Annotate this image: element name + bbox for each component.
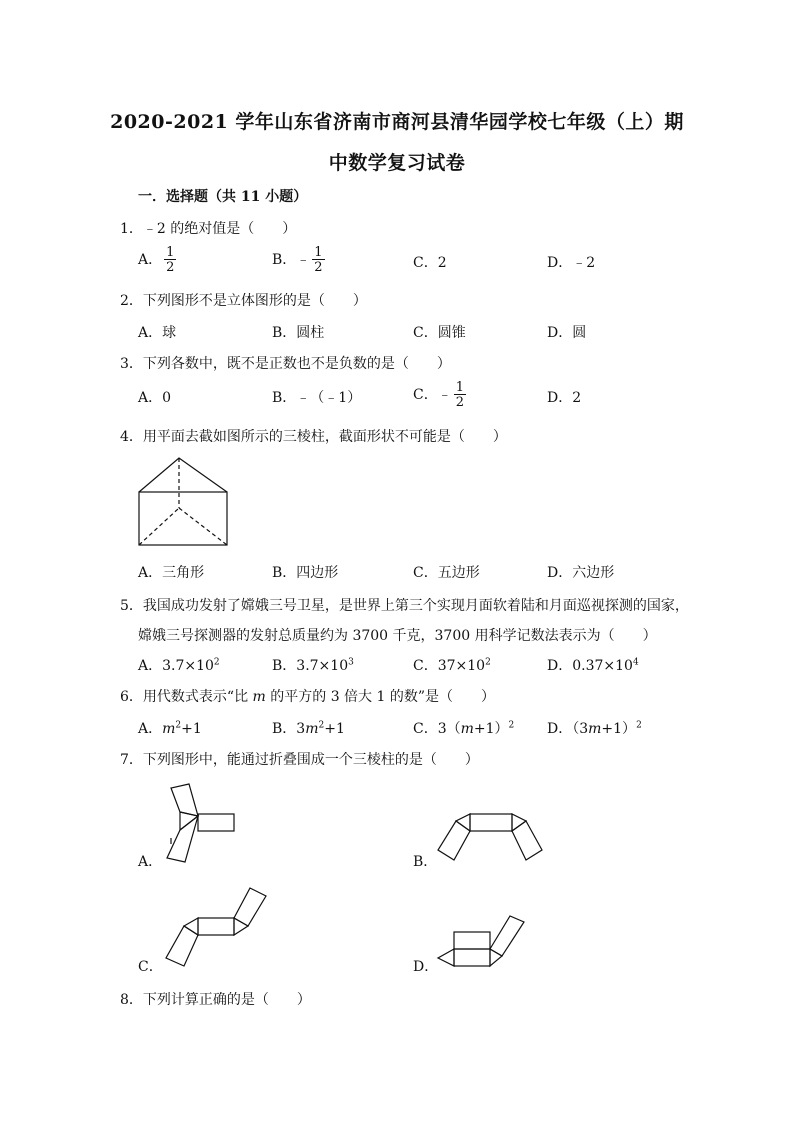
q6-option-b-rest: +1 bbox=[324, 721, 345, 737]
q2-option-b: B．圆柱 bbox=[272, 325, 325, 341]
fraction-denominator: 2 bbox=[166, 260, 175, 275]
q6-option-b-exponent: 2 bbox=[318, 720, 325, 731]
q5-option-c-base: C．37×10 bbox=[413, 658, 486, 674]
fraction-numerator: 1 bbox=[455, 380, 464, 395]
net-triangle bbox=[490, 949, 502, 966]
question-7-stem: 7．下列图形中，能通过折叠围成一个三棱柱的是（ ） bbox=[120, 752, 479, 768]
q5-option-d-exponent: 4 bbox=[632, 657, 639, 668]
q1-option-b bbox=[272, 246, 325, 274]
prism-front-face bbox=[139, 492, 227, 545]
q5-option-c bbox=[413, 655, 491, 675]
prism-hidden-edge bbox=[139, 508, 179, 545]
q6-option-d-variable: m bbox=[588, 721, 602, 737]
q6-option-d-rest: +1） bbox=[601, 721, 637, 737]
net-rectangle bbox=[470, 814, 512, 831]
q5-option-d-base: D．0.37×10 bbox=[547, 658, 633, 674]
question-3-stem: 3．下列各数中，既不是正数也不是负数的是（ ） bbox=[120, 356, 451, 372]
q3-option-a: A．0 bbox=[138, 390, 172, 406]
q3-option-c-label: C．﹣ bbox=[413, 387, 452, 403]
q5-option-d bbox=[547, 655, 639, 675]
q4-option-d: D．六边形 bbox=[547, 565, 615, 581]
q7-option-a: A． bbox=[138, 854, 163, 870]
q5-option-b-base: B．3.7×10 bbox=[272, 658, 349, 674]
net-figure-b bbox=[430, 808, 544, 864]
q1-option-c: C．2 bbox=[413, 255, 447, 271]
q6-option-c-exponent: 2 bbox=[508, 720, 515, 731]
net-rectangle bbox=[454, 949, 490, 966]
question-5-stem-line1: 5．我国成功发射了嫦娥三号卫星，是世界上第三个实现月面软着陆和月面巡视探测的国家， bbox=[120, 598, 689, 614]
question-8-stem: 8．下列计算正确的是（ ） bbox=[120, 992, 311, 1008]
q6-option-b-variable: m bbox=[305, 721, 319, 737]
q4-option-c: C．五边形 bbox=[413, 565, 480, 581]
q6-option-b-label: B．3 bbox=[272, 721, 306, 737]
question-4-stem: 4．用平面去截如图所示的三棱柱，截面形状不可能是（ ） bbox=[120, 429, 507, 445]
q6-option-a-label: A． bbox=[138, 721, 163, 737]
question-2-stem: 2．下列图形不是立体图形的是（ ） bbox=[120, 293, 367, 309]
q3-option-d: D．2 bbox=[547, 390, 582, 406]
q6-stem-variable: m bbox=[252, 689, 266, 705]
net-triangle bbox=[184, 918, 198, 935]
q6-option-a bbox=[138, 718, 202, 738]
net-rectangle bbox=[171, 784, 198, 816]
q5-option-b-exponent: 3 bbox=[348, 657, 354, 668]
q5-option-a bbox=[138, 655, 220, 675]
page-title-line1: 2020-2021 学年山东省济南市商河县清华园学校七年级（上）期 bbox=[110, 111, 684, 133]
net-figure-a bbox=[155, 780, 240, 866]
q7-option-d: D． bbox=[413, 959, 439, 975]
q5-option-c-exponent: 2 bbox=[485, 657, 491, 668]
q7-option-c: C． bbox=[138, 959, 163, 975]
fraction bbox=[164, 246, 176, 274]
net-rectangle bbox=[167, 816, 198, 862]
q6-option-c-variable: m bbox=[460, 721, 474, 737]
net-rectangle bbox=[198, 918, 234, 935]
q2-option-c: C．圆锥 bbox=[413, 325, 466, 341]
triangular-prism-figure bbox=[137, 456, 231, 548]
prism-top-edges bbox=[139, 458, 227, 492]
q5-option-b bbox=[272, 655, 354, 675]
fraction-numerator: 1 bbox=[166, 245, 175, 260]
q6-option-d-exponent: 2 bbox=[636, 720, 642, 731]
fraction-denominator: 2 bbox=[455, 395, 464, 410]
q3-option-b: B．﹣（﹣1） bbox=[272, 390, 362, 406]
net-rectangle bbox=[454, 932, 490, 949]
section-heading: 一．选择题（共 11 小题） bbox=[138, 189, 308, 205]
q6-stem-part: 6．用代数式表示“比 bbox=[120, 689, 253, 705]
q3-option-c bbox=[413, 381, 466, 409]
fraction bbox=[454, 381, 466, 409]
q6-option-c-label: C．3（ bbox=[413, 721, 461, 737]
q4-option-a: A．三角形 bbox=[138, 565, 205, 581]
net-triangle bbox=[438, 949, 454, 966]
q7-option-b: B． bbox=[413, 854, 438, 870]
fraction bbox=[312, 246, 324, 274]
q5-option-a-base: A．3.7×10 bbox=[138, 658, 214, 674]
net-rectangle bbox=[512, 821, 542, 860]
q6-option-c-rest: +1） bbox=[473, 721, 509, 737]
q1-option-a-label: A． bbox=[138, 252, 163, 268]
net-rectangle bbox=[198, 814, 234, 831]
q1-option-d: D．﹣2 bbox=[547, 255, 596, 271]
q6-option-a-exponent: 2 bbox=[175, 720, 182, 731]
net-rectangle bbox=[490, 916, 524, 956]
q5-option-a-exponent: 2 bbox=[213, 657, 220, 668]
fraction-numerator: 1 bbox=[314, 245, 323, 260]
q6-option-a-variable: m bbox=[162, 721, 176, 737]
q2-option-d: D．圆 bbox=[547, 325, 587, 341]
question-1-stem: 1．﹣2 的绝对值是（ ） bbox=[120, 221, 297, 237]
question-6-stem bbox=[120, 686, 495, 706]
q2-option-a: A．球 bbox=[138, 325, 177, 341]
fraction-denominator: 2 bbox=[314, 260, 323, 275]
prism-hidden-edge bbox=[179, 508, 227, 545]
q6-option-a-rest: +1 bbox=[181, 721, 202, 737]
question-5-stem-line2: 嫦娥三号探测器的发射总质量约为 3700 千克，3700 用科学记数法表示为（ ） bbox=[138, 628, 657, 644]
q6-option-d bbox=[547, 718, 642, 738]
q1-option-b-label: B．﹣ bbox=[272, 252, 311, 268]
q4-option-b: B．四边形 bbox=[272, 565, 339, 581]
net-figure-c bbox=[162, 884, 272, 970]
page-title-line2: 中数学复习试卷 bbox=[328, 152, 466, 174]
net-rectangle bbox=[234, 888, 266, 926]
q6-option-b bbox=[272, 718, 345, 738]
q6-option-c bbox=[413, 718, 514, 738]
q1-option-a bbox=[138, 246, 176, 274]
net-rectangle bbox=[166, 926, 198, 966]
net-triangle bbox=[234, 918, 248, 935]
net-rectangle bbox=[438, 821, 470, 860]
q6-stem-part: 的平方的 3 倍大 1 的数”是（ ） bbox=[265, 689, 496, 705]
q6-option-d-label: D．（3 bbox=[547, 721, 589, 737]
net-figure-d bbox=[436, 914, 528, 970]
